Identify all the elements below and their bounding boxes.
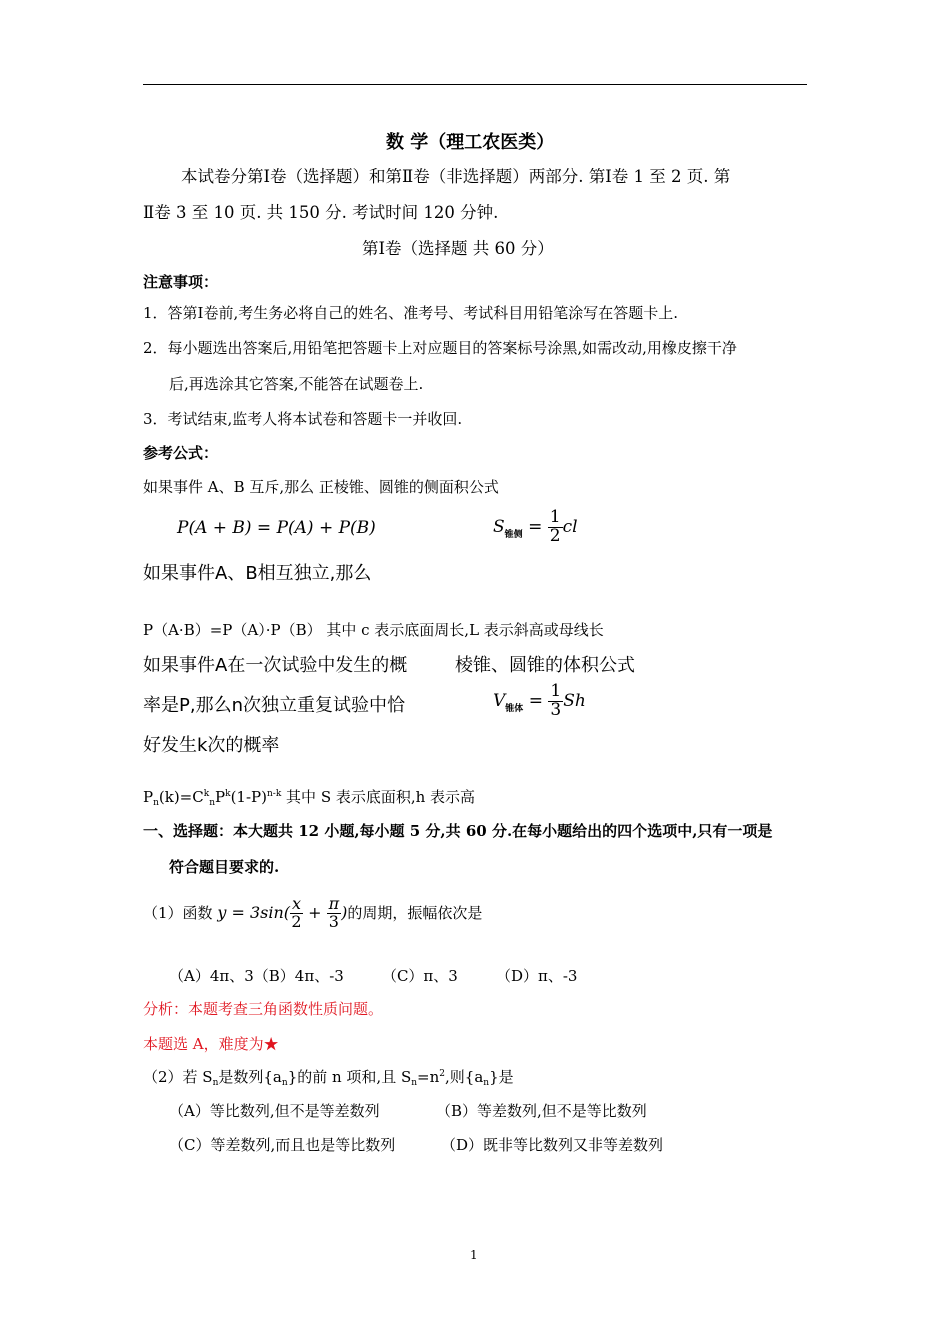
- lateral-sub: 锥侧: [504, 529, 523, 540]
- q1-frac1-num: x: [292, 894, 302, 914]
- q1-frac2-num: π: [328, 894, 340, 914]
- q1-frac-2: [327, 896, 342, 931]
- q2-s2: n: [281, 1078, 288, 1088]
- intro-line-1: 本试卷分第Ⅰ卷（选择题）和第Ⅱ卷（非选择题）两部分. 第Ⅰ卷 1 至 2 页. 第: [181, 167, 731, 186]
- q2-p2: 是数列{a: [218, 1068, 282, 1086]
- indep-text: 如果事件A、B相互独立,那么: [143, 563, 372, 584]
- q1-frac-1: [290, 896, 303, 931]
- exact-text: 好发生k次的概率: [143, 735, 280, 756]
- q1-frac2-den: 3: [328, 912, 339, 931]
- lateral-fraction: [548, 509, 563, 546]
- question-2: [143, 1066, 514, 1088]
- lateral-tail: cl: [562, 516, 578, 537]
- lateral-area-formula: [493, 509, 578, 546]
- lateral-eq: =: [528, 516, 543, 537]
- volume-sub: 锥体: [505, 703, 524, 714]
- q1-analysis: 分析：本题考查三角函数性质问题。: [143, 1000, 384, 1018]
- binom-n2: n: [209, 798, 215, 808]
- volume-heading: 棱锥、圆锥的体积公式: [455, 655, 635, 676]
- lateral-S: S: [493, 516, 505, 537]
- q1-formula-lead: y = 3sin(: [217, 903, 290, 922]
- once-text: 如果事件A在一次试验中发生的概: [143, 655, 408, 676]
- q2-s3: n: [411, 1078, 418, 1088]
- note-item-3: 3．考试结束,监考人将本试卷和答题卡一并收回.: [143, 410, 463, 428]
- q2-p4: =n: [417, 1068, 440, 1086]
- q2-s1: n: [212, 1078, 219, 1088]
- page-title: 数 学（理工农医类）: [386, 132, 555, 153]
- q1-frac1-den: 2: [291, 912, 302, 931]
- intro-line-2: Ⅱ卷 3 至 10 页. 共 150 分. 考试时间 120 分钟.: [143, 203, 499, 222]
- q2-option-c: （C）等差数列,而且也是等比数列: [169, 1136, 396, 1154]
- note-item-1: 1．答第Ⅰ卷前,考生务必将自己的姓名、准考号、考试科目用铅笔涂写在答题卡上.: [143, 304, 679, 322]
- volume-tail: Sh: [563, 690, 586, 711]
- q1-suffix: 的周期，振幅依次是: [347, 904, 483, 922]
- q1-answer: 本题选 A，难度为★: [143, 1035, 279, 1053]
- binom-exp: n-k: [266, 789, 282, 799]
- binom-n: n: [153, 798, 159, 808]
- q1-plus: +: [308, 903, 322, 922]
- q2-p3: }的前 n 项和,且 S: [287, 1068, 412, 1086]
- question-1: [143, 893, 482, 933]
- binom-k1: k: [203, 789, 210, 799]
- q2-s4: 2: [439, 1069, 446, 1079]
- q2-p6: }是: [489, 1068, 514, 1086]
- binom-k2: k: [225, 789, 231, 799]
- lateral-den: 2: [549, 525, 561, 546]
- q1-formula-close: ): [341, 903, 348, 922]
- note-item-2-cont: 后,再选涂其它答案,不能答在试题卷上.: [169, 375, 424, 393]
- volume-eq: =: [528, 690, 543, 711]
- q1-prefix: （1）函数: [143, 904, 213, 922]
- volume-fraction: [548, 683, 563, 720]
- section-title: 第Ⅰ卷（选择题 共 60 分）: [362, 239, 554, 258]
- prob-add-formula: P(A + B) = P(A) + P(B): [177, 518, 376, 538]
- page-number: 1: [470, 1248, 478, 1262]
- volume-V: V: [493, 690, 506, 711]
- q1-options: （A）4π、3（B）4π、-3 （C）π、3 （D）π、-3: [169, 967, 578, 985]
- indep-formula: P（A·B）=P（A）·P（B） 其中 c 表示底面周长,L 表示斜高或母线长: [143, 621, 604, 639]
- q2-p5: ,则{a: [445, 1068, 484, 1086]
- lateral-num: 1: [549, 507, 561, 527]
- part1-line-2: 符合题目要求的.: [169, 858, 280, 876]
- rate-text: 率是P,那么n次独立重复试验中恰: [143, 695, 405, 716]
- q1-formula: [217, 894, 348, 931]
- volume-num: 1: [550, 681, 562, 701]
- q2-option-b: （B）等差数列,但不是等比数列: [436, 1102, 647, 1120]
- formulas-heading: 参考公式：: [143, 444, 219, 462]
- volume-formula: [493, 683, 586, 720]
- q2-option-a: （A）等比数列,但不是等差数列: [169, 1102, 380, 1120]
- volume-den: 3: [550, 699, 562, 720]
- q2-option-d: （D）既非等比数列又非等差数列: [441, 1136, 664, 1154]
- q2-s5: n: [483, 1078, 490, 1088]
- binom-P2: P: [215, 788, 226, 806]
- note-item-2: 2．每小题选出答案后,用铅笔把答题卡上对应题目的答案标号涂黑,如需改动,用橡皮擦干净: [143, 339, 737, 357]
- binom-paren: (1-P): [230, 788, 267, 806]
- binom-tail: 其中 S 表示底面积,h 表示高: [281, 788, 476, 806]
- header-rule: [143, 84, 807, 85]
- formulas-line-1: 如果事件 A、B 互斥,那么 正棱锥、圆锥的侧面积公式: [143, 478, 499, 496]
- notes-heading: 注意事项：: [143, 273, 219, 291]
- binom-mid: (k)=C: [158, 788, 204, 806]
- part1-line-1: 一、选择题：本大题共 12 小题,每小题 5 分,共 60 分.在每小题给出的四个选项中,只有一项是: [143, 822, 773, 840]
- q2-p1: （2）若 S: [143, 1068, 213, 1086]
- binomial-formula: [143, 786, 475, 808]
- binom-P: P: [143, 788, 154, 806]
